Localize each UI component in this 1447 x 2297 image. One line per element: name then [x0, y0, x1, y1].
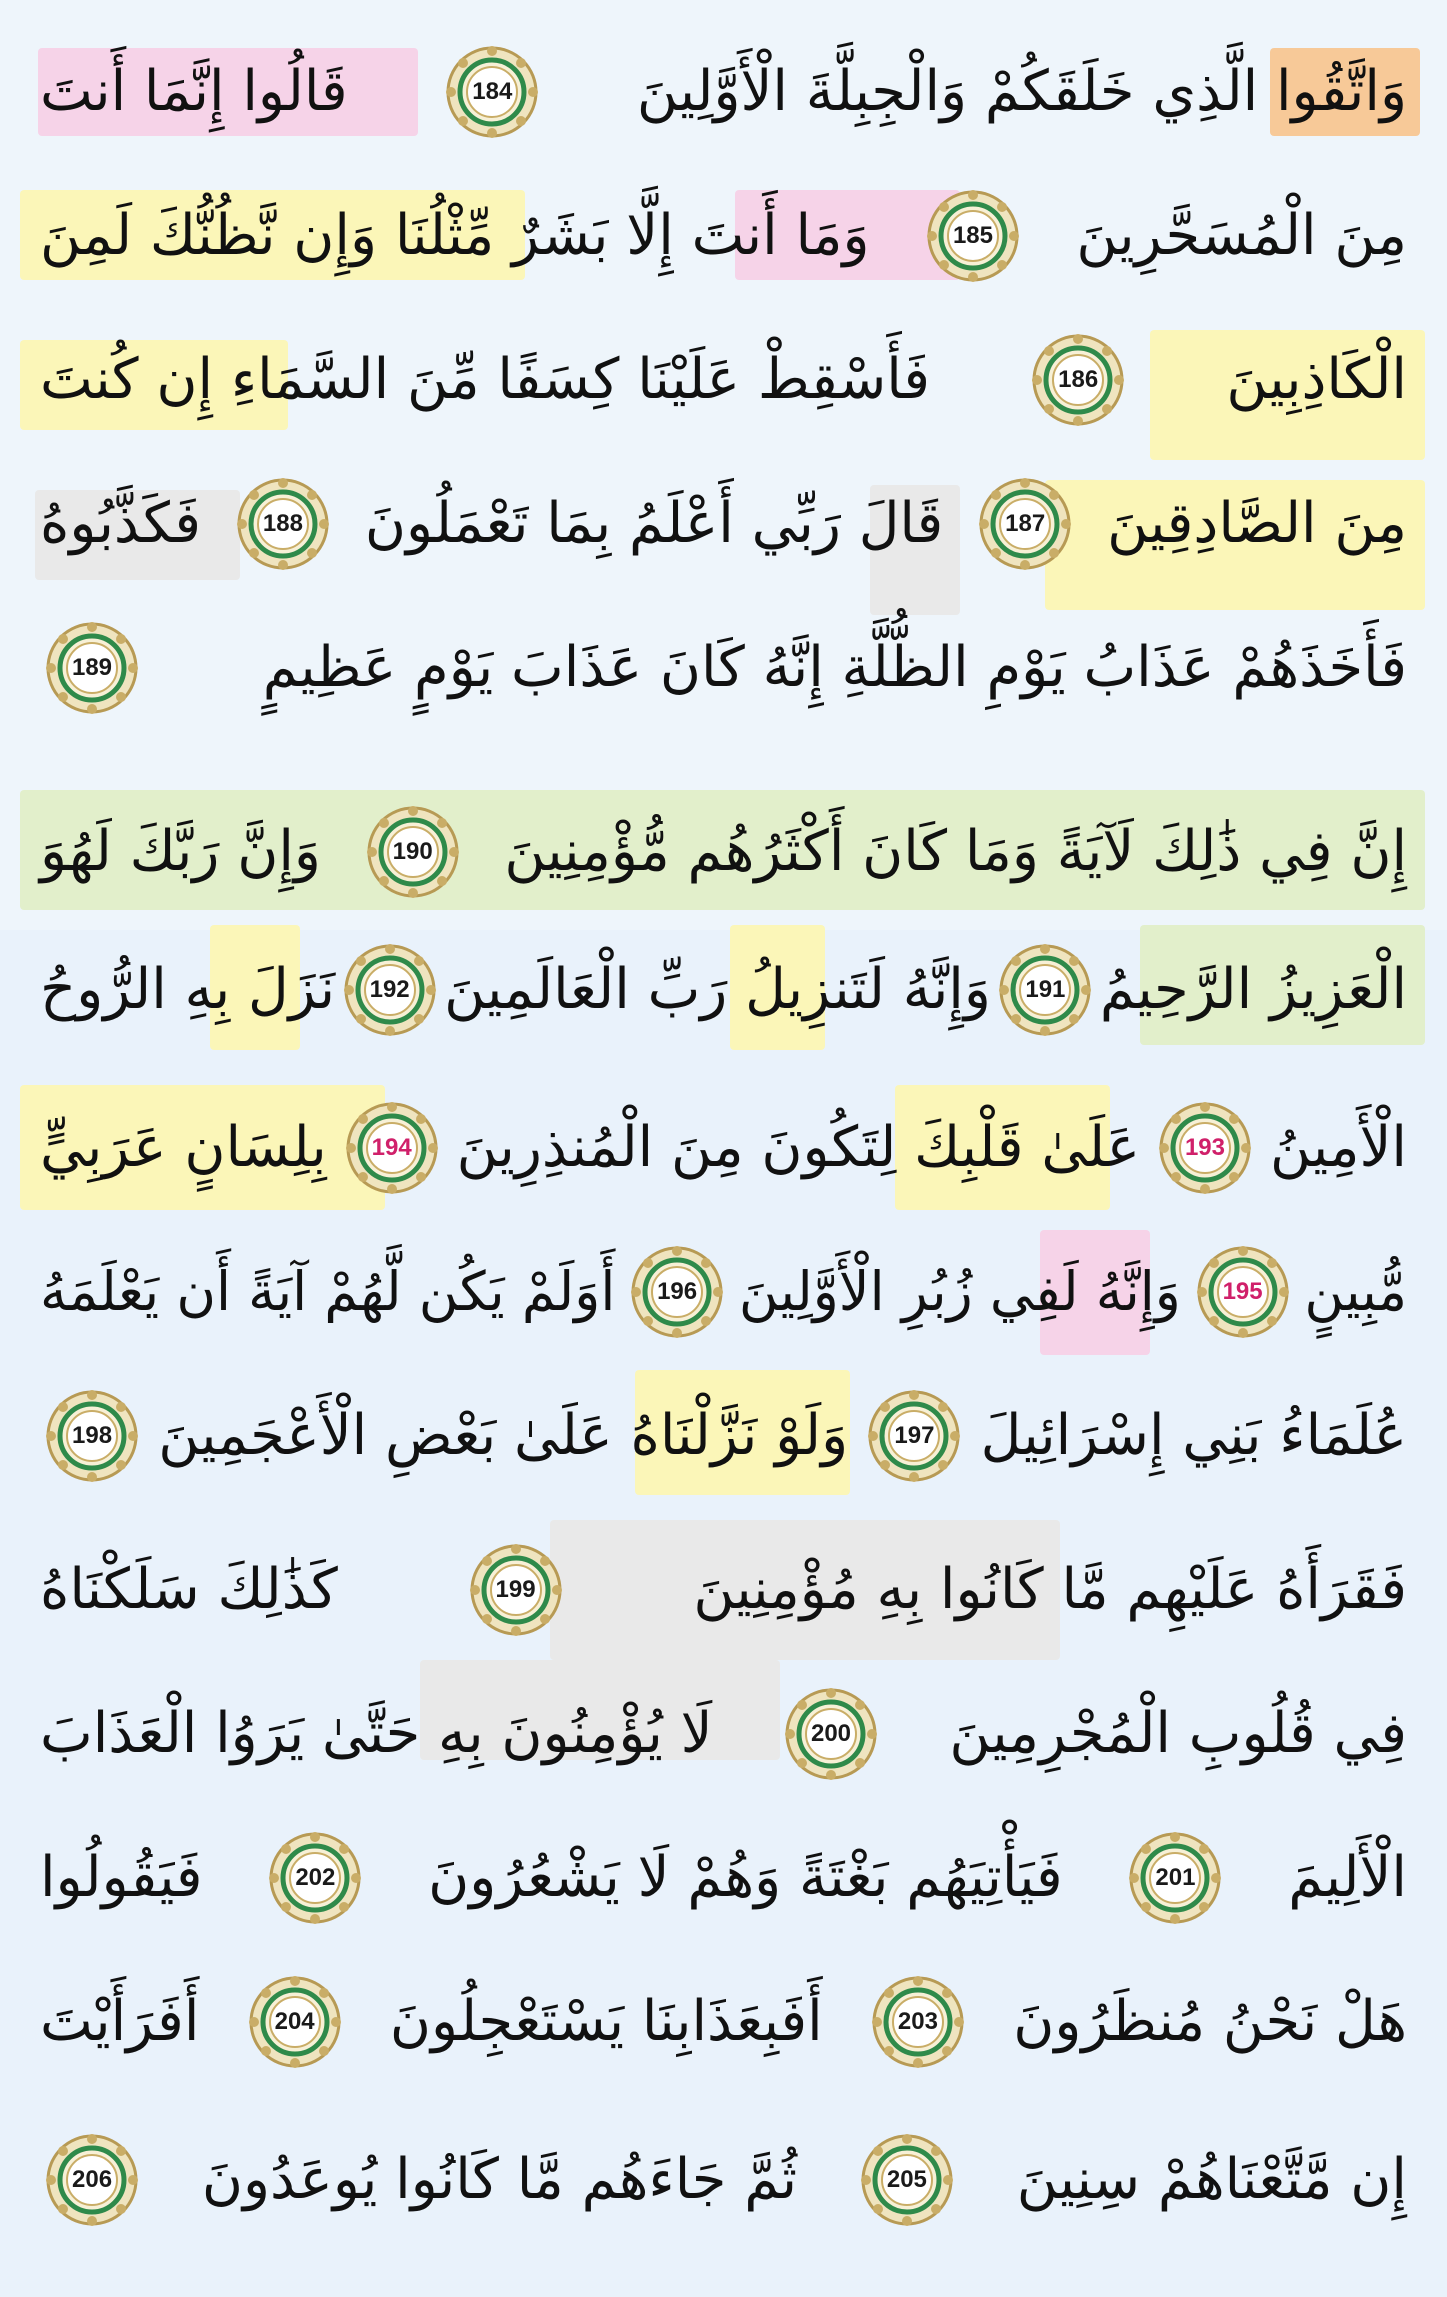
verse-text: ثُمَّ جَاءَهُم مَّا كَانُوا يُوعَدُونَ — [201, 2147, 798, 2212]
verse-number: 201 — [1155, 1864, 1196, 1891]
verse-number: 195 — [1222, 1278, 1263, 1305]
verse-marker — [872, 1976, 964, 2068]
text-line — [40, 1952, 1407, 2092]
verse-text: قَالَ رَبِّي أَعْلَمُ بِمَا تَعْمَلُونَ — [364, 491, 944, 556]
verse-number: 184 — [472, 78, 513, 105]
verse-marker — [344, 944, 436, 1036]
verse-marker — [1159, 1102, 1251, 1194]
verse-text: لَا يُؤْمِنُونَ بِهِ حَتَّىٰ يَرَوُا الْعَذَابَ — [40, 1701, 713, 1766]
verse-marker — [861, 2134, 953, 2226]
verse-number: 187 — [1005, 510, 1046, 537]
verse-text: عُلَمَاءُ بَنِي إِسْرَائِيلَ — [980, 1403, 1407, 1468]
verse-text: وَمَا أَنتَ إِلَّا بَشَرٌ مِّثْلُنَا وَإِن نَّظُنُّكَ لَمِنَ — [40, 203, 870, 268]
verse-number: 190 — [392, 838, 433, 865]
verse-text: الْأَمِينُ — [1269, 1115, 1407, 1180]
text-line — [40, 1222, 1407, 1362]
verse-marker — [46, 2134, 138, 2226]
text-line — [40, 310, 1407, 450]
verse-marker — [999, 944, 1091, 1036]
verse-text: نَزَلَ بِهِ الرُّوحُ — [40, 957, 336, 1022]
verse-marker — [470, 1544, 562, 1636]
verse-number: 194 — [371, 1134, 412, 1161]
verse-marker — [446, 46, 538, 138]
text-line — [40, 598, 1407, 738]
verse-marker — [46, 1390, 138, 1482]
verse-text: فَقَرَأَهُ عَلَيْهِم مَّا كَانُوا بِهِ مُؤْمِنِينَ — [693, 1557, 1407, 1622]
verse-text: فَكَذَّبُوهُ — [40, 491, 201, 556]
verse-text: فَيَقُولُوا — [40, 1845, 203, 1910]
verse-text: الْأَلِيمَ — [1288, 1845, 1407, 1910]
verse-marker — [269, 1832, 361, 1924]
verse-marker — [1197, 1246, 1289, 1338]
verse-text: أَوَلَمْ يَكُن لَّهُمْ آيَةً أَن يَعْلَمَهُ — [40, 1260, 616, 1323]
text-line — [40, 22, 1407, 162]
text-line — [40, 1664, 1407, 1804]
verse-text: هَلْ نَحْنُ مُنظَرُونَ — [1013, 1989, 1407, 2054]
verse-text: أَفَبِعَذَابِنَا يَسْتَعْجِلُونَ — [389, 1989, 823, 2054]
verse-number: 199 — [495, 1576, 536, 1603]
verse-marker — [237, 478, 329, 570]
verse-marker — [367, 806, 459, 898]
text-line — [40, 454, 1407, 594]
verse-text: وَإِنَّهُ لَفِي زُبُرِ الْأَوَّلِينَ — [738, 1260, 1181, 1323]
verse-number: 200 — [810, 1720, 852, 1747]
verse-number: 202 — [295, 1864, 336, 1891]
verse-number: 206 — [72, 2166, 113, 2193]
verse-text: وَاتَّقُوا الَّذِي خَلَقَكُمْ وَالْجِبِلَّةَ الْأَوَّلِينَ — [636, 59, 1407, 124]
verse-marker — [979, 478, 1071, 570]
verse-number: 188 — [262, 510, 303, 537]
verse-marker — [346, 1102, 438, 1194]
verse-number: 186 — [1058, 366, 1099, 393]
verse-text: إِن مَّتَّعْنَاهُمْ سِنِينَ — [1016, 2147, 1407, 2212]
verse-text: عَلَىٰ قَلْبِكَ لِتَكُونَ مِنَ الْمُنذِرِينَ — [456, 1115, 1140, 1180]
text-line — [40, 1366, 1407, 1506]
verse-text: قَالُوا إِنَّمَا أَنتَ — [40, 59, 348, 124]
verse-number: 205 — [886, 2166, 927, 2193]
verse-text: الْعَزِيزُ الرَّحِيمُ — [1099, 957, 1407, 1022]
verse-marker — [927, 190, 1019, 282]
text-line — [40, 920, 1407, 1060]
text-line — [40, 1078, 1407, 1218]
verse-number: 189 — [71, 654, 113, 681]
verse-marker — [785, 1688, 877, 1780]
verse-number: 191 — [1025, 976, 1066, 1003]
verse-number: 192 — [369, 976, 410, 1003]
verse-number: 193 — [1184, 1134, 1225, 1161]
text-line — [40, 782, 1407, 922]
text-line — [40, 166, 1407, 306]
text-line — [40, 1520, 1407, 1660]
verse-number: 196 — [657, 1278, 698, 1305]
verse-text: كَذَٰلِكَ سَلَكْنَاهُ — [40, 1557, 338, 1622]
verse-text: فَأَسْقِطْ عَلَيْنَا كِسَفًا مِّنَ السَّمَاءِ إِن كُنتَ — [40, 347, 931, 412]
verse-marker — [1032, 334, 1124, 426]
verse-number: 203 — [897, 2008, 938, 2035]
verse-text: مِنَ الْمُسَحَّرِينَ — [1076, 203, 1407, 268]
verse-text: فِي قُلُوبِ الْمُجْرِمِينَ — [949, 1701, 1407, 1766]
verse-text: مِنَ الصَّادِقِينَ — [1107, 491, 1407, 556]
verse-number: 185 — [952, 222, 993, 249]
verse-text: أَفَرَأَيْتَ — [40, 1989, 200, 2054]
verse-marker — [249, 1976, 341, 2068]
verse-marker — [46, 622, 138, 714]
verse-text: وَلَوْ نَزَّلْنَاهُ عَلَىٰ بَعْضِ الْأَعْجَمِينَ — [158, 1403, 849, 1468]
verse-text: مُّبِينٍ — [1304, 1260, 1407, 1323]
verse-number: 197 — [894, 1422, 935, 1449]
text-line — [40, 1808, 1407, 1948]
verse-marker — [868, 1390, 960, 1482]
text-line — [40, 2110, 1407, 2250]
verse-text: وَإِنَّ رَبَّكَ لَهُوَ — [40, 819, 321, 884]
verse-number: 198 — [72, 1422, 113, 1449]
verse-text: فَأَخَذَهُمْ عَذَابُ يَوْمِ الظُّلَّةِ إِنَّهُ كَانَ عَذَابَ يَوْمٍ عَظِيمٍ — [262, 635, 1407, 700]
verse-text: إِنَّ فِي ذَٰلِكَ لَآيَةً وَمَا كَانَ أَكْثَرُهُم مُّؤْمِنِينَ — [504, 819, 1407, 884]
verse-text: الْكَاذِبِينَ — [1226, 347, 1407, 412]
verse-text: فَيَأْتِيَهُم بَغْتَةً وَهُمْ لَا يَشْعُرُونَ — [428, 1845, 1063, 1910]
verse-number: 204 — [274, 2008, 315, 2035]
verse-marker — [1129, 1832, 1221, 1924]
verse-marker — [631, 1246, 723, 1338]
verse-text: بِلِسَانٍ عَرَبِيٍّ — [40, 1115, 327, 1180]
verse-text: وَإِنَّهُ لَتَنزِيلُ رَبِّ الْعَالَمِينَ — [444, 957, 991, 1022]
